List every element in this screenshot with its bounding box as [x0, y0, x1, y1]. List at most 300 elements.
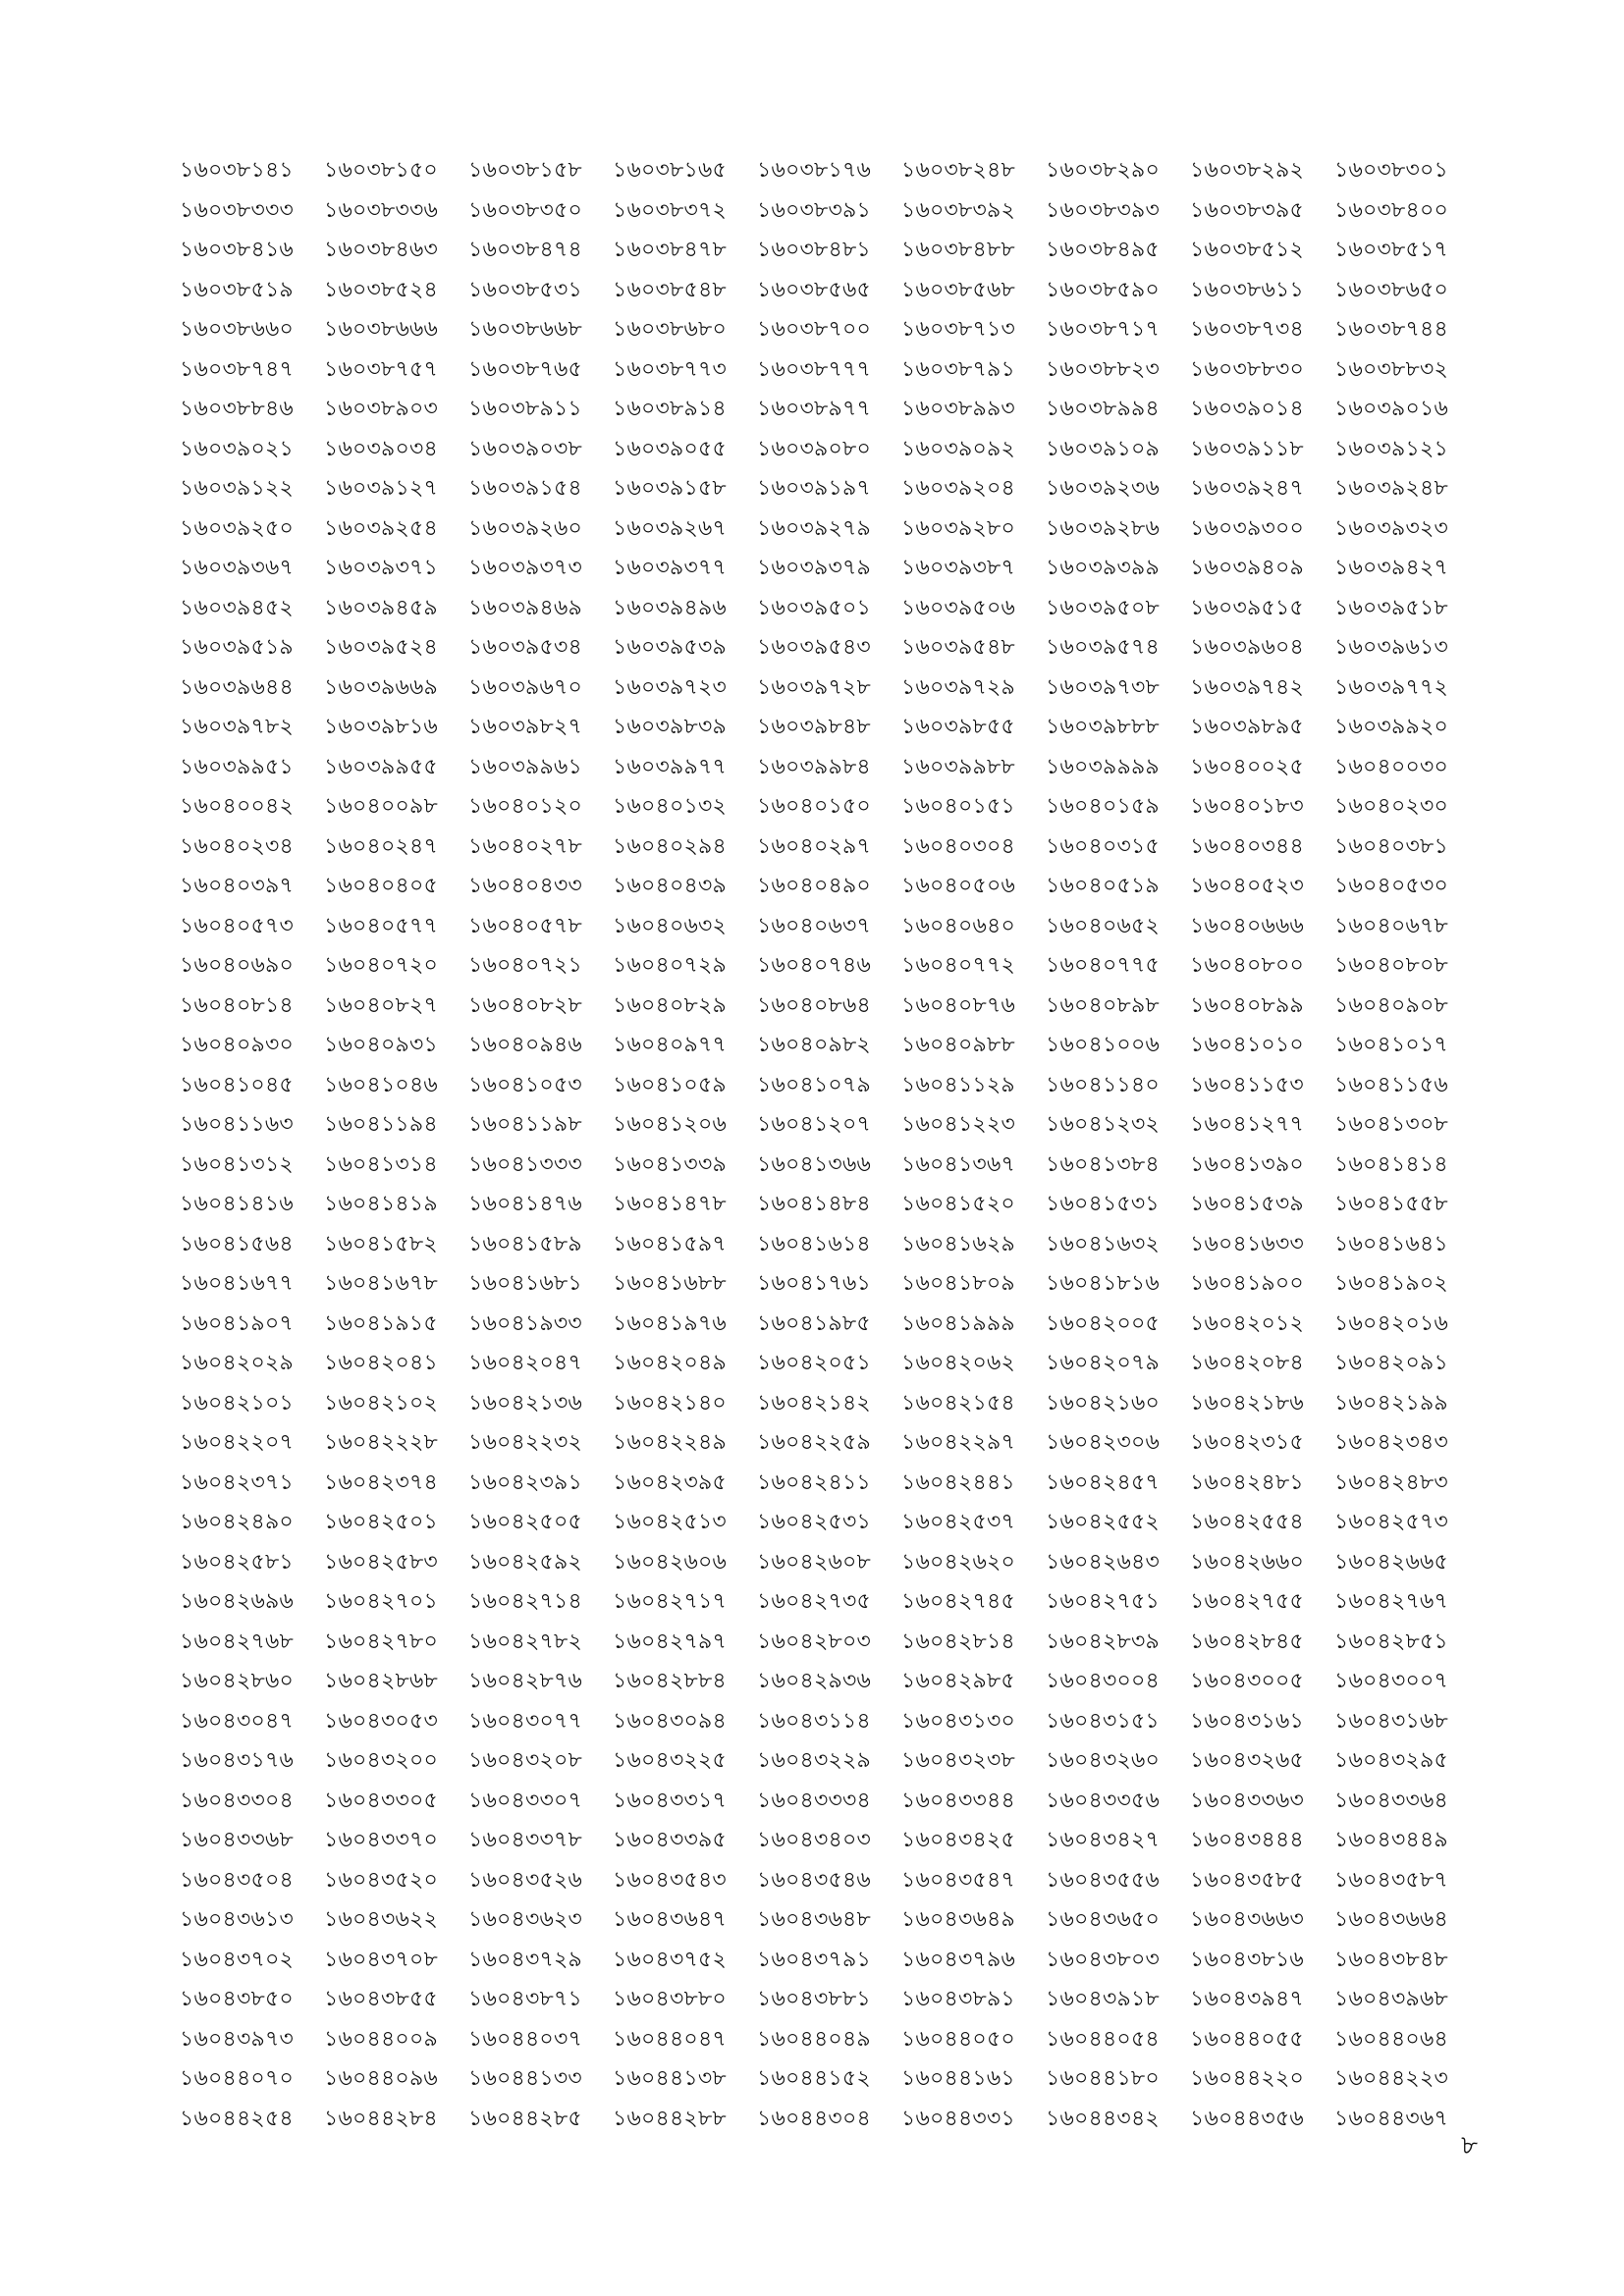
roll-number-entry: ১৬০৪০৩৮১ [1334, 833, 1448, 859]
roll-number-entry: ১৬০৪৩৮৯১ [901, 1987, 1015, 2011]
roll-number-entry: ১৬০৪৪২২০ [1190, 2066, 1304, 2091]
roll-number-entry: ১৬০৪৩১৬৮ [1334, 1708, 1448, 1734]
roll-number-entry: ১৬০৩৮৫১৭ [1334, 238, 1448, 262]
roll-number-entry: ১৬০৩৯২৪৮ [1334, 476, 1448, 501]
roll-number-entry: ১৬০৪৩২২৯ [757, 1748, 871, 1773]
roll-number-entry: ১৬০৪০২৩৪ [180, 833, 294, 859]
roll-number-entry: ১৬০৪২০৪৭ [468, 1351, 582, 1375]
roll-number-entry: ১৬০৪৪২২৩ [1334, 2066, 1448, 2091]
roll-number-entry: ১৬০৩৯৭২৯ [901, 674, 1015, 700]
roll-number-entry: ১৬০৪০৪৩৯ [613, 874, 727, 898]
roll-number-entry: ১৬০৩৯২৬০ [468, 515, 582, 541]
roll-number-entry: ১৬০৪৪২৮৪ [324, 2106, 438, 2131]
roll-number-entry: ১৬০৩৮৬৬৬ [324, 317, 438, 342]
roll-number-entry: ১৬০৪২৩৭৪ [324, 1469, 438, 1495]
roll-number-entry: ১৬০৩৯০৩৪ [324, 436, 438, 461]
page-number: ৮ [1461, 2131, 1478, 2161]
roll-number-entry: ১৬০৩৯২৮৬ [1046, 515, 1160, 541]
roll-number-entry: ১৬০৩৮৫১৯ [180, 277, 294, 302]
roll-number-entry: ১৬০৪১০৫৩ [468, 1072, 582, 1097]
roll-number-entry: ১৬০৪২৬৬০ [1190, 1549, 1304, 1575]
roll-number-entry: ১৬০৪১১৯৮ [468, 1112, 582, 1137]
roll-number-entry: ১৬০৪২৬৪৩ [1046, 1549, 1160, 1575]
roll-number-entry: ১৬০৪০৮২৭ [324, 992, 438, 1018]
roll-number-entry: ১৬০৪৩৮৮০ [613, 1987, 727, 2011]
roll-number-entry: ১৬০৪০৭৪৬ [757, 953, 871, 978]
roll-number-entry: ১৬০৪০৮০৮ [1334, 953, 1448, 978]
roll-number-entry: ১৬০৩৯২৩৬ [1046, 476, 1160, 501]
roll-number-entry: ১৬০৪২৪৮৩ [1334, 1469, 1448, 1495]
roll-number-entry: ১৬০৪১৫২০ [901, 1192, 1015, 1216]
roll-number-entry: ১৬০৪০৩০৪ [901, 833, 1015, 859]
roll-number-entry: ১৬০৩৯৭৮২ [180, 715, 294, 739]
roll-number-entry: ১৬০৪৪২৫৪ [180, 2106, 294, 2131]
roll-number-entry: ১৬০৪২৫০১ [324, 1510, 438, 1534]
roll-number-entry: ১৬০৪১৬১৪ [757, 1231, 871, 1256]
roll-number-entry: ১৬০৪৩৮০৩ [1046, 1947, 1160, 1972]
roll-number-entry: ১৬০৩৯৪৫২ [180, 595, 294, 620]
roll-number-entry: ১৬০৩৯২৪৭ [1190, 476, 1304, 501]
roll-number-entry: ১৬০৪২৫৫৪ [1190, 1510, 1304, 1534]
roll-number-entry: ১৬০৪০২৯৭ [757, 833, 871, 859]
roll-number-entry: ১৬০৪৩৯৪৭ [1190, 1987, 1304, 2011]
roll-number-entry: ১৬০৪২০৮৪ [1190, 1351, 1304, 1375]
roll-number-entry: ১৬০৪৪০৫৪ [1046, 2026, 1160, 2052]
roll-number-entry: ১৬০৪২৬০৬ [613, 1549, 727, 1575]
roll-number-entry: ১৬০৪২৫৯২ [468, 1549, 582, 1575]
roll-number-entry: ১৬০৩৮১৫০ [324, 158, 438, 183]
roll-number-entry: ১৬০৪৩৩৪৪ [901, 1788, 1015, 1813]
roll-number-entry: ১৬০৪০০৪২ [180, 794, 294, 819]
roll-number-entry: ১৬০৪৩০৭৭ [468, 1708, 582, 1734]
roll-number-entry: ১৬০৪০৮১৪ [180, 992, 294, 1018]
roll-number-entry: ১৬০৪১০১০ [1190, 1033, 1304, 1057]
roll-number-entry: ১৬০৪২০৪১ [324, 1351, 438, 1375]
roll-number-entry: ১৬০৪৩৩০৪ [180, 1788, 294, 1813]
roll-number-entry: ১৬০৪১৪১৪ [1334, 1151, 1448, 1177]
roll-number-entry: ১৬০৪০২৩০ [1334, 794, 1448, 819]
roll-number-entry: ১৬০৩৮৯০৩ [324, 397, 438, 421]
roll-number-entry: ১৬০৪০৪৯০ [757, 874, 871, 898]
roll-number-entry: ১৬০৪২১৮৬ [1190, 1390, 1304, 1415]
roll-number-entry: ১৬০৩৯৪৬৯ [468, 595, 582, 620]
roll-number-entry: ১৬০৪৪১৫২ [757, 2066, 871, 2091]
roll-number-entry: ১৬০৩৮৪০০ [1334, 197, 1448, 223]
roll-number-entry: ১৬০৪৩৩৩৪ [757, 1788, 871, 1813]
roll-number-entry: ১৬০৩৯৮৫৫ [901, 715, 1015, 739]
roll-number-entry: ১৬০৪০৪০৫ [324, 874, 438, 898]
roll-number-entry: ১৬০৪৩৮৭১ [468, 1987, 582, 2011]
roll-number-entry: ১৬০৪৪০৬৪ [1334, 2026, 1448, 2052]
roll-number-entry: ১৬০৪০৫০৬ [901, 874, 1015, 898]
roll-number-entry: ১৬০৪৪১৩৩ [468, 2066, 582, 2091]
roll-number-entry: ১৬০৪১২০৬ [613, 1112, 727, 1137]
roll-number-entry: ১৬০৩৮৮৪৬ [180, 397, 294, 421]
roll-number-entry: ১৬০৪০৬৩২ [613, 913, 727, 938]
roll-number-entry: ১৬০৪৩২৬০ [1046, 1748, 1160, 1773]
roll-number-entry: ১৬০৪১৯৩৩ [468, 1310, 582, 1336]
roll-number-entry: ১৬০৪২১৪০ [613, 1390, 727, 1415]
roll-number-entry: ১৬০৩৯৫০১ [757, 595, 871, 620]
roll-number-entry: ১৬০৩৯৩৭৯ [757, 556, 871, 580]
roll-number-entry: ১৬০৪০৭২৯ [613, 953, 727, 978]
roll-number-entry: ১৬০৪৩৮৫০ [180, 1987, 294, 2011]
roll-number-entry: ১৬০৪৩৫৮৭ [1334, 1867, 1448, 1893]
roll-number-entry: ১৬০৪২৫৩১ [757, 1510, 871, 1534]
roll-number-entry: ১৬০৪১৯৮৫ [757, 1310, 871, 1336]
roll-number-entry: ১৬০৪০৮৯৮ [1046, 992, 1160, 1018]
roll-number-entry: ১৬০৪৩০৫৩ [324, 1708, 438, 1734]
roll-number-entry: ১৬০৪৩২০০ [324, 1748, 438, 1773]
roll-number-entry: ১৬০৪২৫০৫ [468, 1510, 582, 1534]
roll-number-entry: ১৬০৪২৬৬৫ [1334, 1549, 1448, 1575]
roll-number-entry: ১৬০৪০৬৬৬ [1190, 913, 1304, 938]
roll-number-entry: ১৬০৪২৭৪৫ [901, 1589, 1015, 1614]
roll-number-entry: ১৬০৪১৫৫৮ [1334, 1192, 1448, 1216]
roll-number-entry: ১৬০৪০০৯৮ [324, 794, 438, 819]
roll-number-entry: ১৬০৪০৭২১ [468, 953, 582, 978]
roll-number-entry: ১৬০৩৮৩৯১ [757, 197, 871, 223]
roll-number-entry: ১৬০৪০৯৩০ [180, 1033, 294, 1057]
roll-number-entry: ১৬০৩৮৭১৩ [901, 317, 1015, 342]
roll-number-entry: ১৬০৩৯২০৪ [901, 476, 1015, 501]
roll-number-entry: ১৬০৩৯৩৯৯ [1046, 556, 1160, 580]
roll-number-entry: ১৬০৩৮৭৬৫ [468, 356, 582, 382]
roll-number-entry: ১৬০৩৮৪৮৮ [901, 238, 1015, 262]
roll-number-entry: ১৬০৪১০৭৯ [757, 1072, 871, 1097]
roll-number-entry: ১৬০৪৩৬৪৮ [757, 1907, 871, 1932]
roll-number-entry: ১৬০৪৩৬৪৯ [901, 1907, 1015, 1932]
roll-number-entry: ১৬০৪০৮২৮ [468, 992, 582, 1018]
roll-number-entry: ১৬০৪২১৯৯ [1334, 1390, 1448, 1415]
roll-number-entry: ১৬০৩৮৫৯০ [1046, 277, 1160, 302]
roll-number-entry: ১৬০৪১৩৮৪ [1046, 1151, 1160, 1177]
roll-number-entry: ১৬০৪১৯০২ [1334, 1271, 1448, 1296]
roll-number-entry: ১৬০৩৮৫৩১ [468, 277, 582, 302]
roll-number-entry: ১৬০৪২০৯১ [1334, 1351, 1448, 1375]
roll-number-entry: ১৬০৩৯৯৯৯ [1046, 754, 1160, 779]
roll-number-entry: ১৬০৩৯১২১ [1334, 436, 1448, 461]
roll-number-entry: ১৬০৪১০০৬ [1046, 1033, 1160, 1057]
roll-number-entry: ১৬০৪২৭১৪ [468, 1589, 582, 1614]
roll-number-entry: ১৬০৪২৬৯৬ [180, 1589, 294, 1614]
roll-number-entry: ১৬০৪৩৩৬৪ [1334, 1788, 1448, 1813]
roll-number-entry: ১৬০৪২৫১৩ [613, 1510, 727, 1534]
roll-number-entry: ১৬০৩৮৭৪৪ [1334, 317, 1448, 342]
roll-number-entry: ১৬০৪৩৯১৮ [1046, 1987, 1160, 2011]
roll-number-entry: ১৬০৪২১৬০ [1046, 1390, 1160, 1415]
roll-number-entry: ১৬০৪২৩৪৩ [1334, 1430, 1448, 1455]
roll-number-entry: ১৬০৪১৪৮৪ [757, 1192, 871, 1216]
roll-number-entry: ১৬০৩৯৩৭৭ [613, 556, 727, 580]
roll-number-entry: ১৬০৩৮৯৭৭ [757, 397, 871, 421]
roll-number-entry: ১৬০৪০৬৫২ [1046, 913, 1160, 938]
roll-number-entry: ১৬০৪৩২০৮ [468, 1748, 582, 1773]
roll-number-entry: ১৬০৪১২০৭ [757, 1112, 871, 1137]
roll-number-entry: ১৬০৩৮৯৯৪ [1046, 397, 1160, 421]
roll-number-entry: ১৬০৪১৭৬১ [757, 1271, 871, 1296]
roll-number-entry: ১৬০৪৩৯৬৮ [1334, 1987, 1448, 2011]
roll-number-entry: ১৬০৩৯৯৫১ [180, 754, 294, 779]
roll-number-entry: ১৬০৩৯২৮০ [901, 515, 1015, 541]
roll-number-entry: ১৬০৪৩৩৭৮ [468, 1828, 582, 1852]
roll-number-entry: ১৬০৪৩৫৪৩ [613, 1867, 727, 1893]
roll-number-entry: ১৬০৪০৮২৯ [613, 992, 727, 1018]
roll-number-entry: ১৬০৪১৬৩২ [1046, 1231, 1160, 1256]
roll-number-entry: ১৬০৪২৩১৫ [1190, 1430, 1304, 1455]
roll-number-entry: ১৬০৪০৭৭৫ [1046, 953, 1160, 978]
roll-number-entry: ১৬০৪০৪৩৩ [468, 874, 582, 898]
roll-number-entry: ১৬০৪২৮০৩ [757, 1629, 871, 1654]
roll-number-entry: ১৬০৩৯৫৪৮ [901, 635, 1015, 660]
roll-number-entry: ১৬০৪২০০৫ [1046, 1310, 1160, 1336]
roll-number-entry: ১৬০৪১৬২৯ [901, 1231, 1015, 1256]
roll-number-entry: ১৬০৪১৬৭৭ [180, 1271, 294, 1296]
roll-number-entry: ১৬০৩৯৬০৪ [1190, 635, 1304, 660]
roll-number-entry: ১৬০৩৮৫৪৮ [613, 277, 727, 302]
roll-number-entry: ১৬০৪৪১৮০ [1046, 2066, 1160, 2091]
roll-number-entry: ১৬০৪৩৯৭৩ [180, 2026, 294, 2052]
roll-number-entry: ১৬০৩৮৮৩০ [1190, 356, 1304, 382]
roll-number-entry: ১৬০৪৪৩৩১ [901, 2106, 1015, 2131]
roll-number-entry: ১৬০৪৩৬১৩ [180, 1907, 294, 1932]
roll-number-entry: ১৬০৩৯১৫৪ [468, 476, 582, 501]
roll-number-entry: ১৬০৪৪০৩৭ [468, 2026, 582, 2052]
roll-number-entry: ১৬০৩৯৩৬৭ [180, 556, 294, 580]
roll-number-entry: ১৬০৪২১৩৬ [468, 1390, 582, 1415]
roll-number-entry: ১৬০৪২০২৯ [180, 1351, 294, 1375]
roll-number-entry: ১৬০৪৪০৪৯ [757, 2026, 871, 2052]
roll-number-entry: ১৬০৩৯৩২৩ [1334, 515, 1448, 541]
roll-number-entry: ১৬০৩৯৫১৯ [180, 635, 294, 660]
roll-number-entry: ১৬০৩৯৬৬৯ [324, 674, 438, 700]
roll-number-entry: ১৬০৪৩২৩৮ [901, 1748, 1015, 1773]
roll-number-entry: ১৬০৩৮৭৫৭ [324, 356, 438, 382]
roll-number-entry: ১৬০৪৩৪৪৪ [1190, 1828, 1304, 1852]
roll-number-entry: ১৬০৪৩৭০৮ [324, 1947, 438, 1972]
roll-number-entry: ১৬০৩৮৭১৭ [1046, 317, 1160, 342]
roll-number-entry: ১৬০৪০২৭৮ [468, 833, 582, 859]
roll-number-entry: ১৬০৪৪০০৯ [324, 2026, 438, 2052]
roll-number-entry: ১৬০৪২৯৩৬ [757, 1669, 871, 1693]
roll-number-entry: ১৬০৩৯৯৭৭ [613, 754, 727, 779]
roll-number-entry: ১৬০৪০৯৪৬ [468, 1033, 582, 1057]
roll-number-entry: ১৬০৪৩৩৯৫ [613, 1828, 727, 1852]
roll-number-entry: ১৬০৪৪০৫৫ [1190, 2026, 1304, 2052]
roll-number-entry: ১৬০৪১৫৩১ [1046, 1192, 1160, 1216]
roll-number-entry: ১৬০৪১৩৬৬ [757, 1151, 871, 1177]
roll-number-entry: ১৬০৪২৬২০ [901, 1549, 1015, 1575]
roll-number-entry: ১৬০৪২৩০৬ [1046, 1430, 1160, 1455]
roll-number-entry: ১৬০৩৮৭৯১ [901, 356, 1015, 382]
roll-number-entry: ১৬০৩৮৪৬৩ [324, 238, 438, 262]
roll-number-entry: ১৬০৩৮৩৩৩ [180, 197, 294, 223]
roll-number-entry: ১৬০৪৩৫৫৬ [1046, 1867, 1160, 1893]
roll-number-entry: ১৬০৩৯৫১৫ [1190, 595, 1304, 620]
roll-number-entry: ১৬০৪৩৪২৭ [1046, 1828, 1160, 1852]
roll-number-entry: ১৬০৪১৯১৫ [324, 1310, 438, 1336]
roll-number-entry: ১৬০৩৮২৯০ [1046, 158, 1160, 183]
roll-number-entry: ১৬০৪০৬৭৮ [1334, 913, 1448, 938]
roll-number-entry: ১৬০৩৯১০৯ [1046, 436, 1160, 461]
roll-number-entry: ১৬০৪২৪৫৭ [1046, 1469, 1160, 1495]
roll-number-entry: ১৬০৪১৬৭৮ [324, 1271, 438, 1296]
roll-number-entry: ১৬০৩৯০১৪ [1190, 397, 1304, 421]
roll-number-entry: ১৬০৪১৩৩৯ [613, 1151, 727, 1177]
roll-number-entry: ১৬০৪২৭৮২ [468, 1629, 582, 1654]
roll-number-entry: ১৬০৪১৯৭৬ [613, 1310, 727, 1336]
roll-number-entry: ১৬০৪১০১৭ [1334, 1033, 1448, 1057]
roll-number-entry: ১৬০৩৯৫৩৪ [468, 635, 582, 660]
roll-number-entry: ১৬০৪২৭৫১ [1046, 1589, 1160, 1614]
roll-number-entry: ১৬০৪২০৭৯ [1046, 1351, 1160, 1375]
roll-number-entry: ১৬০৪৪০৫০ [901, 2026, 1015, 2052]
roll-number-entry: ১৬০৪০২৯৪ [613, 833, 727, 859]
roll-number-entry: ১৬০৪৩৭৫২ [613, 1947, 727, 1972]
roll-number-entry: ১৬০৩৮৫৬৮ [901, 277, 1015, 302]
roll-number-entry: ১৬০৩৮২৪৮ [901, 158, 1015, 183]
roll-number-entry: ১৬০৪০৫৩০ [1334, 874, 1448, 898]
roll-number-entry: ১৬০৪০৮০০ [1190, 953, 1304, 978]
roll-number-entry: ১৬০৩৯১৫৮ [613, 476, 727, 501]
roll-number-entry: ১৬০৩৯৯৬১ [468, 754, 582, 779]
roll-number-entry: ১৬০৪২৭৫৫ [1190, 1589, 1304, 1614]
roll-number-entry: ১৬০৪১০৪৫ [180, 1072, 294, 1097]
roll-number-entry: ১৬০৪১৩৩৩ [468, 1151, 582, 1177]
roll-number-entry: ১৬০৩৮৬৬৮ [468, 317, 582, 342]
roll-number-entry: ১৬০৪৩৮১৬ [1190, 1947, 1304, 1972]
roll-number-entry: ১৬০৪০৩৯৭ [180, 874, 294, 898]
roll-number-entry: ১৬০৪২২০৭ [180, 1430, 294, 1455]
roll-number-entry: ১৬০৩৯০১৬ [1334, 397, 1448, 421]
roll-number-entry: ১৬০৪২২৪৯ [613, 1430, 727, 1455]
roll-number-entry: ১৬০৪১৪৭৮ [613, 1192, 727, 1216]
roll-number-entry: ১৬০৪১১২৯ [901, 1072, 1015, 1097]
roll-number-entry: ১৬০৪২৭৯৭ [613, 1629, 727, 1654]
roll-number-entry: ১৬০৪২৪৯০ [180, 1510, 294, 1534]
roll-number-entry: ১৬০৪২৪১১ [757, 1469, 871, 1495]
roll-number-entry: ১৬০৪১৫৮৯ [468, 1231, 582, 1256]
roll-number-entry: ১৬০৪১১৫৩ [1190, 1072, 1304, 1097]
roll-number-entry: ১৬০৩৯৮৪৮ [757, 715, 871, 739]
roll-number-entry: ১৬০৪৩৩৬৩ [1190, 1788, 1304, 1813]
roll-number-entry: ১৬০৪২৮৪৫ [1190, 1629, 1304, 1654]
roll-number-entry: ১৬০৪০৫৭৮ [468, 913, 582, 938]
roll-number-entry: ১৬০৪২২৯৭ [901, 1430, 1015, 1455]
roll-number-entry: ১৬০৩৮৩৯৫ [1190, 197, 1304, 223]
roll-number-entry: ১৬০৪১৫৬৪ [180, 1231, 294, 1256]
roll-number-entry: ১৬০৩৮৯৯৩ [901, 397, 1015, 421]
roll-number-entry: ১৬০৪১৬৮৮ [613, 1271, 727, 1296]
roll-number-entry: ১৬০৩৯৭৩৮ [1046, 674, 1160, 700]
roll-number-entry: ১৬০৩৯৭২৮ [757, 674, 871, 700]
roll-number-entry: ১৬০৪০৮৭৬ [901, 992, 1015, 1018]
roll-number-entry: ১৬০৪২৭৬৭ [1334, 1589, 1448, 1614]
roll-number-entry: ১৬০৪২০৪৯ [613, 1351, 727, 1375]
roll-number-entry: ১৬০৪০৫৭৭ [324, 913, 438, 938]
roll-number-entry: ১৬০৪৩৩১৭ [613, 1788, 727, 1813]
roll-number-entry: ১৬০৪২৮৩৯ [1046, 1629, 1160, 1654]
roll-number-entry: ১৬০৪৩৬৫০ [1046, 1907, 1160, 1932]
roll-number-entry: ১৬০৪১২২৩ [901, 1112, 1015, 1137]
roll-number-entry: ১৬০৪৩৬২৩ [468, 1907, 582, 1932]
roll-number-entry: ১৬০৩৯১১৮ [1190, 436, 1304, 461]
roll-number-entry: ১৬০৪৪২৮৮ [613, 2106, 727, 2131]
roll-number-entry: ১৬০৪২৪৪১ [901, 1469, 1015, 1495]
roll-number-entry: ১৬০৪৪৩৬৭ [1334, 2106, 1448, 2131]
roll-number-entry: ১৬০৪২৫৩৭ [901, 1510, 1015, 1534]
roll-number-entry: ১৬০৪৩০০৫ [1190, 1669, 1304, 1693]
roll-number-entry: ১৬০৪৩৫৪৭ [901, 1867, 1015, 1893]
roll-number-entry: ১৬০৩৯৯৮৮ [901, 754, 1015, 779]
roll-number-entry: ১৬০৪০৯০৮ [1334, 992, 1448, 1018]
roll-number-entry: ১৬০৪২০১৬ [1334, 1310, 1448, 1336]
roll-number-entry: ১৬০৪১৩৯০ [1190, 1151, 1304, 1177]
roll-number-entry: ১৬০৪১১৫৬ [1334, 1072, 1448, 1097]
roll-number-entry: ১৬০৪২৩৯১ [468, 1469, 582, 1495]
roll-number-entry: ১৬০৪৩৮৪৮ [1334, 1947, 1448, 1972]
roll-number-entry: ১৬০৪১১৬৩ [180, 1112, 294, 1137]
roll-number-entry: ১৬০৪৩৬৪৭ [613, 1907, 727, 1932]
roll-number-entry: ১৬০৪০৩৪৪ [1190, 833, 1304, 859]
roll-number-entry: ১৬০৩৯৪৫৯ [324, 595, 438, 620]
roll-number-entry: ১৬০৩৯৯৫৫ [324, 754, 438, 779]
roll-number-entry: ১৬০৪৩২২৫ [613, 1748, 727, 1773]
roll-number-entry: ১৬০৩৮৩৩৬ [324, 197, 438, 223]
roll-number-entry: ১৬০৪০৬৪০ [901, 913, 1015, 938]
roll-number-entry: ১৬০৩৮৪১৬ [180, 238, 294, 262]
roll-number-entry: ১৬০৪১৪১৬ [180, 1192, 294, 1216]
roll-number-entry: ১৬০৩৯৪৯৬ [613, 595, 727, 620]
roll-number-entry: ১৬০৩৯৩৭৩ [468, 556, 582, 580]
roll-number-entry: ১৬০৪৩৭২৯ [468, 1947, 582, 1972]
roll-number-entry: ১৬০৪১৩১৪ [324, 1151, 438, 1177]
roll-number-entry: ১৬০৪২২২৮ [324, 1430, 438, 1455]
roll-number-entry: ১৬০৩৮১৪১ [180, 158, 294, 183]
roll-number-entry: ১৬০৩৯০২১ [180, 436, 294, 461]
roll-number-entry: ১৬০৪৩৪৪৯ [1334, 1828, 1448, 1852]
roll-number-entry: ১৬০৩৮৫১২ [1190, 238, 1304, 262]
roll-number-entry: ১৬০৪৩৬৬৪ [1334, 1907, 1448, 1932]
roll-number-entry: ১৬০৪০১৫১ [901, 794, 1015, 819]
roll-number-entry: ১৬০৩৯৫০৮ [1046, 595, 1160, 620]
roll-number-entry: ১৬০৪৩০৯৪ [613, 1708, 727, 1734]
roll-number-entry: ১৬০৩৯৫১৮ [1334, 595, 1448, 620]
roll-number-entry: ১৬০৪৪১৩৮ [613, 2066, 727, 2091]
roll-number-entry: ১৬০৪৩৫০৪ [180, 1867, 294, 1893]
roll-number-entry: ১৬০৪০৯৮৮ [901, 1033, 1015, 1057]
roll-number-entry: ১৬০৪০৫১৯ [1046, 874, 1160, 898]
roll-number-entry: ১৬০৪৩৬২২ [324, 1907, 438, 1932]
roll-number-entry: ১৬০৩৮৮৩২ [1334, 356, 1448, 382]
roll-number-entry: ১৬০৪০৮৬৪ [757, 992, 871, 1018]
roll-number-entry: ১৬০৪২৯৮৫ [901, 1669, 1015, 1693]
roll-number-entry: ১৬০৪১৩১২ [180, 1151, 294, 1177]
roll-number-entry: ১৬০৩৮৭৭৩ [613, 356, 727, 382]
roll-number-entry: ১৬০৪৪১৬১ [901, 2066, 1015, 2091]
roll-number-entry: ১৬০৪১৮১৬ [1046, 1271, 1160, 1296]
roll-number-entry: ১৬০৩৮৪৯৫ [1046, 238, 1160, 262]
roll-number-entry: ১৬০৩৮৫৬৫ [757, 277, 871, 302]
roll-number-entry: ১৬০৩৮৭৩৪ [1190, 317, 1304, 342]
roll-number-entry: ১৬০৪৩৮৮১ [757, 1987, 871, 2011]
roll-number-entry: ১৬০৩৯৭৭২ [1334, 674, 1448, 700]
roll-number-entry: ১৬০৪০০৩০ [1334, 754, 1448, 779]
roll-number-entry: ১৬০৪১২৩২ [1046, 1112, 1160, 1137]
roll-number-entry: ১৬০৩৮৭৪৭ [180, 356, 294, 382]
roll-number-entry: ১৬০৪১০৫৯ [613, 1072, 727, 1097]
roll-number-entry: ১৬০৪৩৩৬৮ [180, 1828, 294, 1852]
